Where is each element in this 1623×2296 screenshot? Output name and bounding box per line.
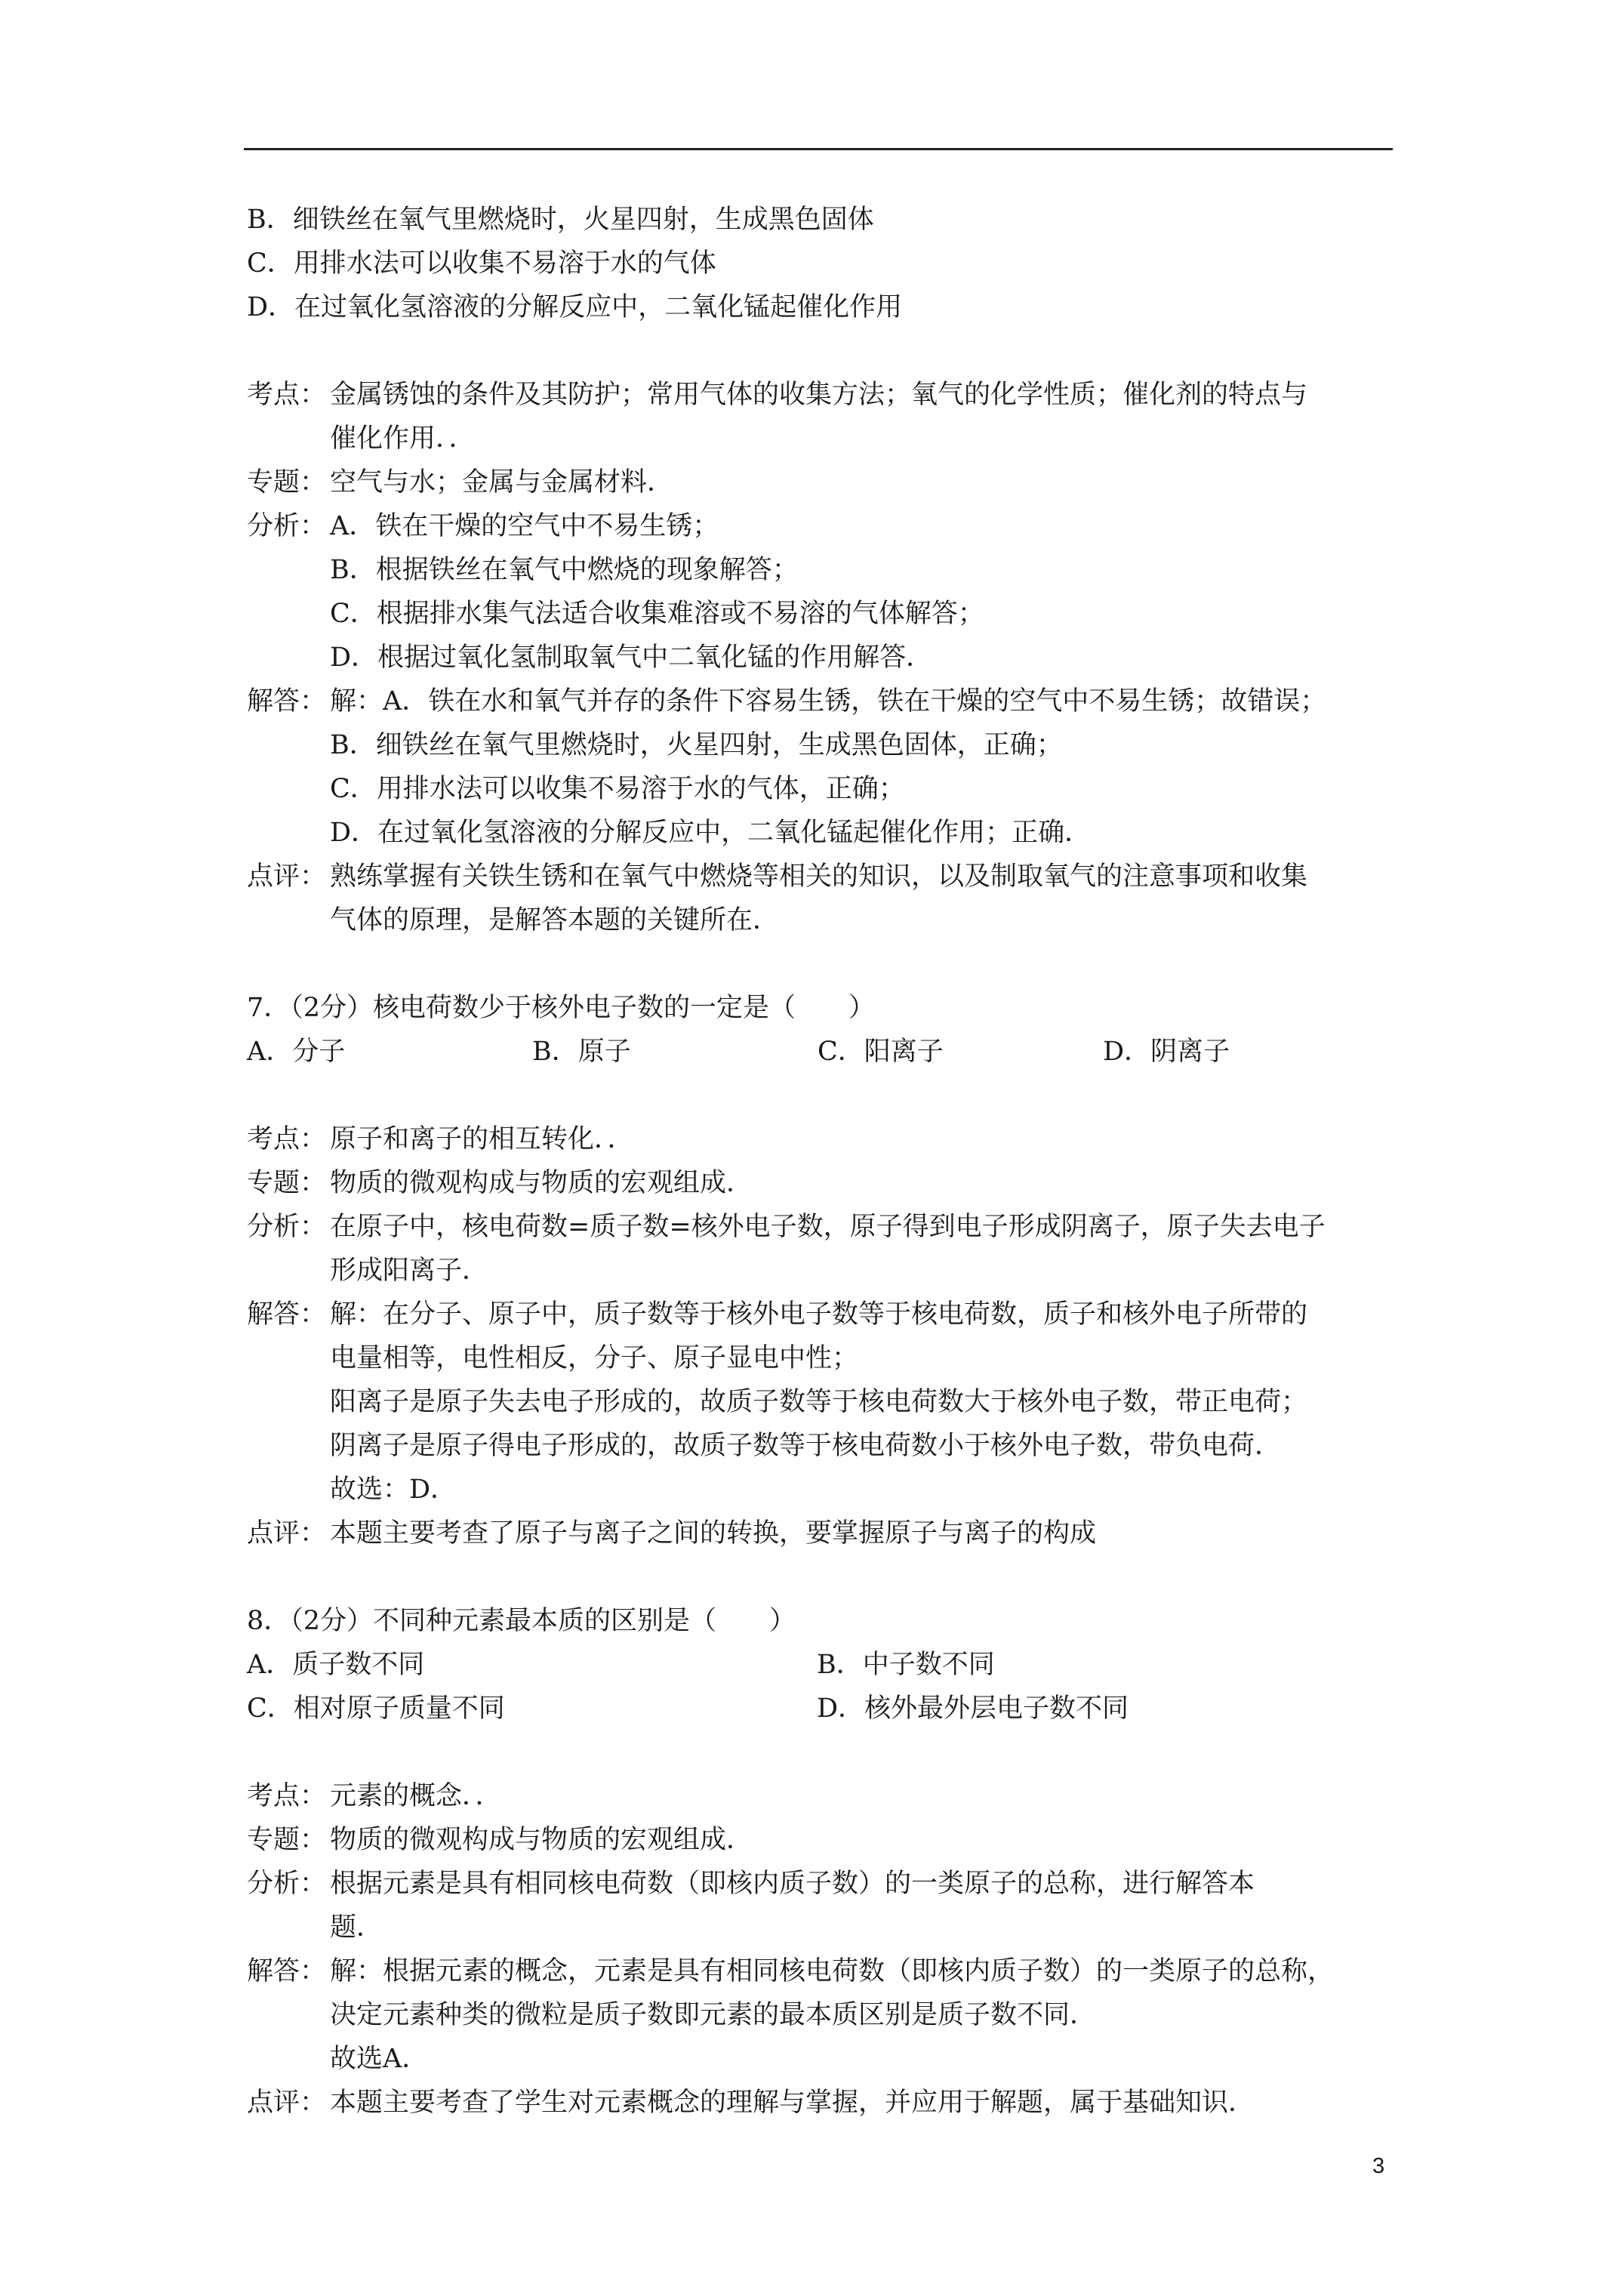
q7-fenxi-label: 分析： [247, 1212, 327, 1242]
q7-fenxi-line: 在原子中，核电荷数=质子数=核外电子数，原子得到电子形成阴离子，原子失去电子 [330, 1212, 1326, 1242]
q8-choice-d: D．核外最外层电子数不同 [817, 1693, 1129, 1724]
question-7 [247, 986, 1402, 1555]
q7-choice-a: A．分子 [247, 1037, 346, 1067]
q6-dianping [247, 855, 1402, 942]
q7-choices [247, 1030, 1402, 1074]
q8-dianping-label: 点评： [247, 2088, 327, 2118]
q7-kaodian [247, 1117, 1402, 1161]
q6-zhuanti [247, 461, 1402, 504]
q6-fenxi-line: A．铁在干燥的空气中不易生锈； [330, 511, 719, 541]
q8-jieda-line: 决定元素种类的微粒是质子数即元素的最本质区别是质子数不同． [330, 2000, 1097, 2030]
q7-stem: 7．（2分）核电荷数少于核外电子数的一定是（ ） [247, 993, 876, 1023]
q8-jieda-label: 解答： [247, 1956, 327, 1986]
q6-zhuanti-label: 专题： [247, 467, 327, 498]
q8-jieda-line: 故选A． [330, 2044, 429, 2074]
q7-kaodian-label: 考点： [247, 1124, 327, 1154]
q6-fenxi-line: D．根据过氧化氢制取氧气中二氧化锰的作用解答． [330, 643, 933, 673]
q8-jieda [247, 1949, 1402, 2081]
q6-kaodian-line: 催化作用．． [330, 424, 476, 454]
q6-kaodian-label: 考点： [247, 380, 327, 410]
q8-fenxi-line: 根据元素是具有相同核电荷数（即核内质子数）的一类原子的总称，进行解答本 [330, 1869, 1255, 1899]
q8-fenxi [247, 1862, 1402, 1949]
q8-choice-c: C．相对原子质量不同 [247, 1693, 505, 1724]
q6-kaodian-line: 金属锈蚀的条件及其防护；常用气体的收集方法；氧气的化学性质；催化剂的特点与 [330, 380, 1308, 410]
q8-fenxi-line: 题． [330, 1912, 383, 1943]
q7-choice-d: D．阴离子 [1103, 1037, 1230, 1067]
q6-jieda-line: 解：A．铁在水和氧气并存的条件下容易生锈，铁在干燥的空气中不易生锈；故错误； [330, 686, 1327, 717]
q7-kaodian-line: 原子和离子的相互转化．． [330, 1124, 634, 1154]
q6-jieda [247, 680, 1402, 855]
q7-zhuanti [247, 1161, 1402, 1205]
q6-fenxi-line: C．根据排水集气法适合收集难溶或不易溶的气体解答； [330, 599, 984, 629]
q7-dianping [247, 1512, 1402, 1555]
q8-fenxi-label: 分析： [247, 1869, 327, 1899]
q7-jieda-line: 电量相等，电性相反，分子、原子显电中性； [330, 1343, 859, 1373]
page-number: 3 [1372, 2154, 1385, 2178]
q6-fenxi-label: 分析： [247, 511, 327, 541]
q7-jieda-label: 解答： [247, 1299, 327, 1330]
question-6 [247, 198, 1402, 942]
q6-dianping-label: 点评： [247, 861, 327, 892]
question-8 [247, 1599, 1402, 2125]
q7-choice-b: B．原子 [532, 1037, 631, 1067]
q7-jieda-line: 解：在分子、原子中，质子数等于核外电子数等于核电荷数，质子和核外电子所带的 [330, 1299, 1308, 1330]
q7-choice-c: C．阳离子 [818, 1037, 944, 1067]
header-rule [244, 148, 1393, 150]
q8-kaodian-line: 元素的概念．． [330, 1781, 502, 1811]
q6-jieda-line: D．在过氧化氢溶液的分解反应中，二氧化锰起催化作用；正确． [330, 818, 1092, 848]
q6-option-c: C．用排水法可以收集不易溶于水的气体 [247, 248, 716, 279]
q7-jieda-line: 阳离子是原子失去电子形成的，故质子数等于核电荷数大于核外电子数，带正电荷； [330, 1387, 1308, 1417]
q6-option-b: B．细铁丝在氧气里燃烧时，火星四射，生成黑色固体 [247, 205, 874, 235]
q6-jieda-line: C．用排水法可以收集不易溶于水的气体，正确； [330, 774, 905, 804]
q7-fenxi [247, 1205, 1402, 1293]
q8-choices-row-2 [247, 1687, 1402, 1730]
q8-choice-a: A．质子数不同 [247, 1650, 425, 1680]
q7-jieda [247, 1293, 1402, 1512]
q7-fenxi-line: 形成阳离子． [330, 1256, 489, 1286]
q6-dianping-line: 气体的原理，是解答本题的关键所在． [330, 905, 780, 935]
q8-zhuanti-label: 专题： [247, 1825, 327, 1855]
q8-zhuanti-line: 物质的微观构成与物质的宏观组成． [330, 1825, 753, 1855]
q8-dianping [247, 2081, 1402, 2125]
q8-jieda-line: 解：根据元素的概念，元素是具有相同核电荷数（即核内质子数）的一类原子的总称， [330, 1956, 1335, 1986]
q7-jieda-line: 阴离子是原子得电子形成的，故质子数等于核电荷数小于核外电子数，带负电荷． [330, 1431, 1282, 1461]
q6-fenxi [247, 504, 1402, 680]
q8-choice-b: B．中子数不同 [817, 1650, 995, 1680]
q6-option-d: D．在过氧化氢溶液的分解反应中，二氧化锰起催化作用 [247, 292, 903, 322]
q8-stem: 8．（2分）不同种元素最本质的区别是（ ） [247, 1606, 796, 1636]
q8-kaodian-label: 考点： [247, 1781, 327, 1811]
q8-zhuanti [247, 1818, 1402, 1862]
q6-jieda-label: 解答： [247, 686, 327, 717]
q8-choices-row-1 [247, 1643, 1402, 1687]
q6-fenxi-line: B．根据铁丝在氧气中燃烧的现象解答； [330, 555, 799, 585]
q6-jieda-line: B．细铁丝在氧气里燃烧时，火星四射，生成黑色固体，正确； [330, 730, 1063, 760]
q7-dianping-line: 本题主要考查了原子与离子之间的转换，要掌握原子与离子的构成 [330, 1518, 1097, 1549]
q7-jieda-line: 故选：D． [330, 1475, 457, 1505]
document-page [247, 198, 1402, 2125]
q7-zhuanti-line: 物质的微观构成与物质的宏观组成． [330, 1168, 753, 1198]
q7-dianping-label: 点评： [247, 1518, 327, 1549]
q6-zhuanti-line: 空气与水；金属与金属材料． [330, 467, 674, 498]
q8-dianping-line: 本题主要考查了学生对元素概念的理解与掌握，并应用于解题，属于基础知识． [330, 2088, 1255, 2118]
q6-kaodian [247, 373, 1402, 461]
q8-kaodian [247, 1774, 1402, 1818]
q7-zhuanti-label: 专题： [247, 1168, 327, 1198]
q6-dianping-line: 熟练掌握有关铁生锈和在氧气中燃烧等相关的知识，以及制取氧气的注意事项和收集 [330, 861, 1308, 892]
